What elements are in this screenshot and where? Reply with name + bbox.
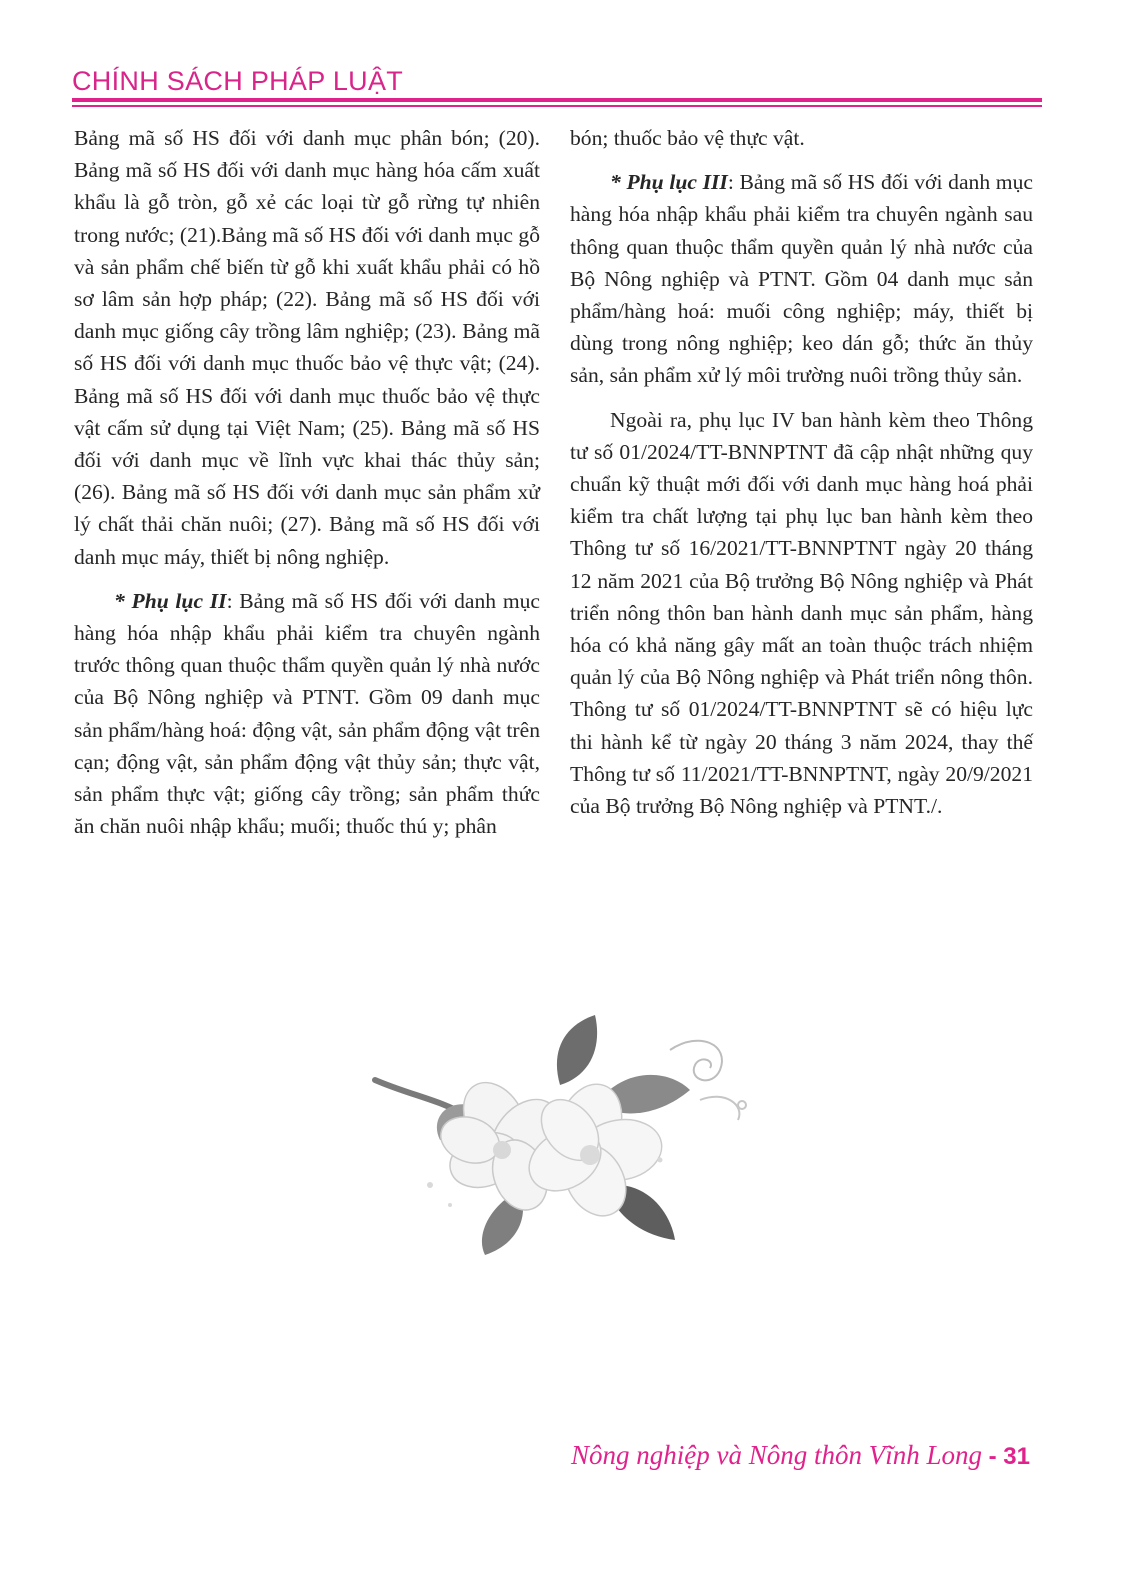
paragraph-appendix-2 bbox=[74, 585, 540, 843]
page-header bbox=[72, 62, 1042, 112]
header-rule-thick bbox=[72, 98, 1042, 102]
appendix-2-lead: * Phụ lục II bbox=[114, 588, 227, 613]
appendix-3-body: : Bảng mã số HS đối với danh mục hàng hóa nhập khẩu phải kiểm tra chuyên ngành sau thông quan thuộc thẩm quyền quản lý nhà nước của Bộ Nông nghiệp và PTNT. Gồm 04 danh mục sản phẩm/hàng hoá: muối công nghiệp; máy, thiết bị dùng trong nông nghiệp; keo dán gỗ; thức ăn thủy sản, sản phẩm xử lý môi trường nuôi trồng thủy sản. bbox=[570, 170, 1033, 388]
header-rule-thin bbox=[72, 105, 1042, 107]
paragraph: Bảng mã số HS đối với danh mục phân bón; (20). Bảng mã số HS đối với danh mục hàng hóa cấm xuất khẩu là gỗ tròn, gỗ xẻ các loại từ gỗ rừng tự nhiên trong nước; (21).Bảng mã số HS đối với danh mục gỗ và sản phẩm chế biến từ gỗ khi xuất khẩu phải có hồ sơ lâm sản hợp pháp; (22). Bảng mã số HS đối với danh mục giống cây trồng lâm nghiệp; (23). Bảng mã số HS đối với danh mục thuốc bảo vệ thực vật; (24). Bảng mã số HS đối với danh mục thuốc bảo vệ thực vật cấm sử dụng tại Việt Nam; (25). Bảng mã số HS đối với danh mục về lĩnh vực khai thác thủy sản; (26). Bảng mã số HS đối với danh mục sản phẩm xử lý chất thải chăn nuôi; (27). Bảng mã số HS đối với danh mục máy, thiết bị nông nghiệp. bbox=[74, 126, 540, 569]
paragraph: Ngoài ra, phụ lục IV ban hành kèm theo Thông tư số 01/2024/TT-BNNPTNT đã cập nhật những quy chuẩn kỹ thuật mới đối với danh mục hàng hoá phải kiểm tra chất lượng tại phụ lục ban hành kèm theo Thông tư số 16/2021/TT-BNNPTNT ngày 20 tháng 12 năm 2021 của Bộ trưởng Bộ Nông nghiệp và Phát triển nông thôn ban hành danh mục sản phẩm, hàng hóa có khả năng gây mất an toàn thuộc trách nhiệm quản lý của Bộ Nông nghiệp và Phát triển nông thôn. Thông tư số 01/2024/TT-BNNPTNT sẽ có hiệu lực thi hành kể từ ngày 20 tháng 3 năm 2024, thay thế Thông tư số 11/2021/TT-BNNPTNT, ngày 20/9/2021 của Bộ trưởng Bộ Nông nghiệp và PTNT./. bbox=[570, 407, 1033, 819]
article-column-left bbox=[74, 122, 540, 842]
section-title: CHÍNH SÁCH PHÁP LUẬT bbox=[72, 66, 404, 96]
page-number: 31 bbox=[1003, 1443, 1030, 1470]
article-column-right bbox=[570, 122, 1033, 822]
footer-separator: - bbox=[981, 1443, 1004, 1470]
paragraph: bón; thuốc bảo vệ thực vật. bbox=[570, 126, 805, 150]
page-footer bbox=[571, 1440, 1030, 1471]
appendix-2-body: : Bảng mã số HS đối với danh mục hàng hóa nhập khẩu phải kiểm tra chuyên ngành trước thông quan thuộc thẩm quyền quản lý nhà nước của Bộ Nông nghiệp và PTNT. Gồm 09 danh mục sản phẩm/hàng hoá: động vật, sản phẩm động vật trên cạn; động vật, sản phẩm động vật thủy sản; thực vật, sản phẩm thực vật; giống cây trồng; sản phẩm thức ăn chăn nuôi nhập khẩu; muối; thuốc thú y; phân bbox=[74, 588, 540, 839]
paragraph-appendix-3 bbox=[570, 166, 1033, 391]
publication-name: Nông nghiệp và Nông thôn Vĩnh Long bbox=[570, 1440, 982, 1470]
appendix-3-lead: * Phụ lục III bbox=[610, 170, 728, 195]
flower-ornament-icon bbox=[370, 1010, 760, 1260]
